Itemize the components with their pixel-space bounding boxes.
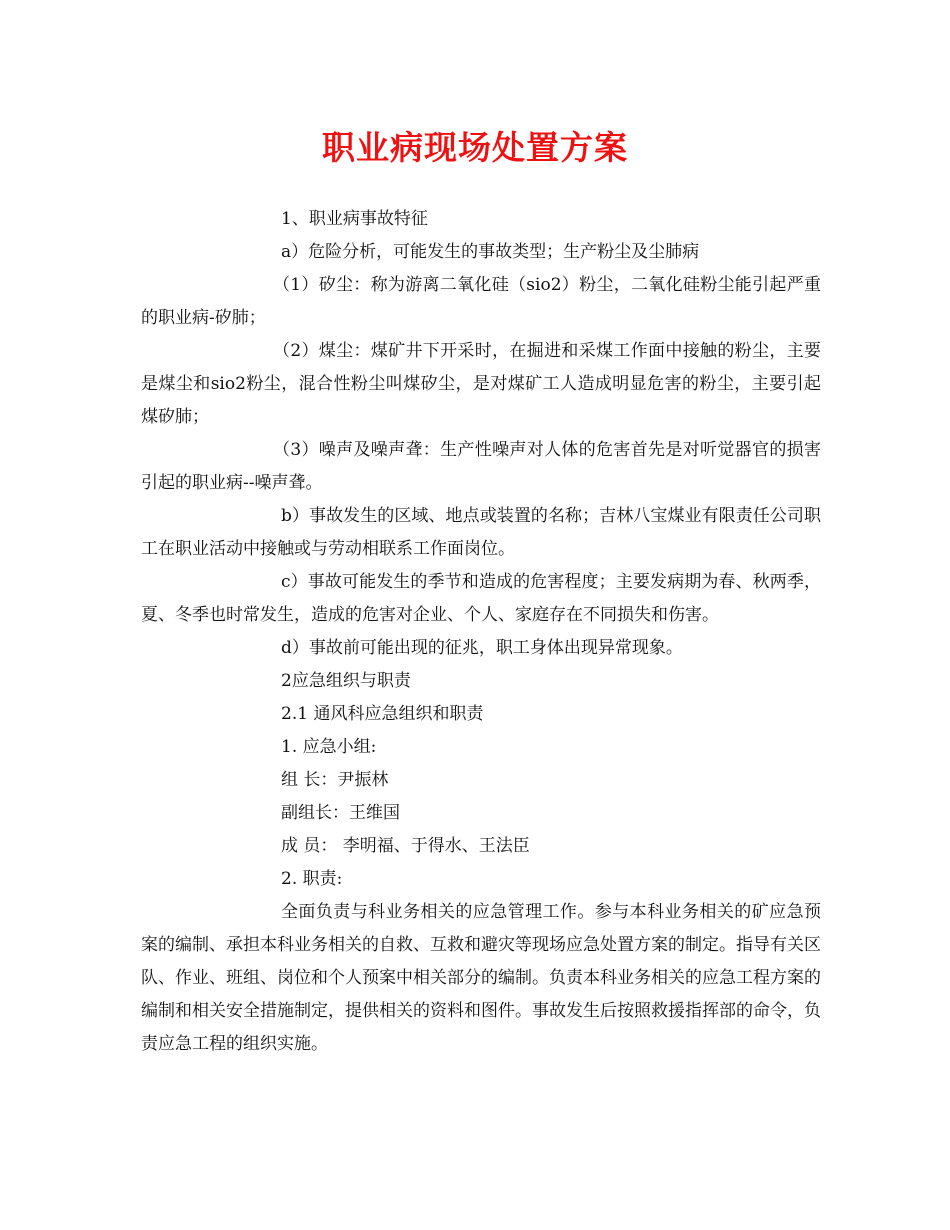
paragraph-location: b）事故发生的区域、地点或装置的名称；吉林八宝煤业有限责任公司职工在职业活动中接触或与劳动相联系工作面岗位。: [141, 506, 821, 559]
section-heading: 1、职业病事故特征: [281, 209, 428, 229]
subsection-heading: 2.1 通风科应急组织和职责: [281, 704, 484, 724]
document-title: 职业病现场处置方案: [322, 128, 628, 167]
paragraph-silica-dust: （1）矽尘：称为游离二氧化硅（sio2）粉尘，二氧化硅粉尘能引起严重的职业病-矽肺；: [141, 275, 821, 328]
list-item: 组 长：尹振林: [281, 770, 389, 790]
paragraph-noise: （3）噪声及噪声聋：生产性噪声对人体的危害首先是对听觉器官的损害引起的职业病--噪声聋。: [141, 440, 821, 493]
section-heading: 2应急组织与职责: [281, 671, 411, 691]
list-item: 2. 职责:: [281, 869, 343, 889]
document-body: [141, 203, 821, 1061]
paragraph-season: c）事故可能发生的季节和造成的危害程度；主要发病期为春、秋两季，夏、冬季也时常发生，造成的危害对企业、个人、家庭存在不同损失和伤害。: [141, 572, 821, 625]
list-item: 成 员： 李明福、于得水、王法臣: [281, 836, 530, 856]
paragraph-warning-signs: d）事故前可能出现的征兆，职工身体出现异常现象。: [281, 638, 683, 658]
paragraph-coal-dust: （2）煤尘：煤矿井下开采时，在掘进和采煤工作面中接触的粉尘，主要是煤尘和sio2粉尘，混合性粉尘叫煤矽尘，是对煤矿工人造成明显危害的粉尘，主要引起煤矽肺；: [141, 341, 821, 427]
paragraph-hazard-analysis: a）危险分析，可能发生的事故类型；生产粉尘及尘肺病: [281, 242, 700, 262]
paragraph-responsibilities: 全面负责与科业务相关的应急管理工作。参与本科业务相关的矿应急预案的编制、承担本科业务相关的自救、互救和避灾等现场应急处置方案的制定。指导有关区队、作业、班组、岗位和个人预案中相关部分的编制。负责本科业务相关的应急工程方案的编制和相关安全措施制定，提供相关的资料和图件。事故发生后按照救援指挥部的命令，负责应急工程的组织实施。: [141, 902, 821, 1054]
list-item: 副组长：王维国: [281, 803, 400, 823]
list-item: 1. 应急小组:: [281, 737, 377, 757]
